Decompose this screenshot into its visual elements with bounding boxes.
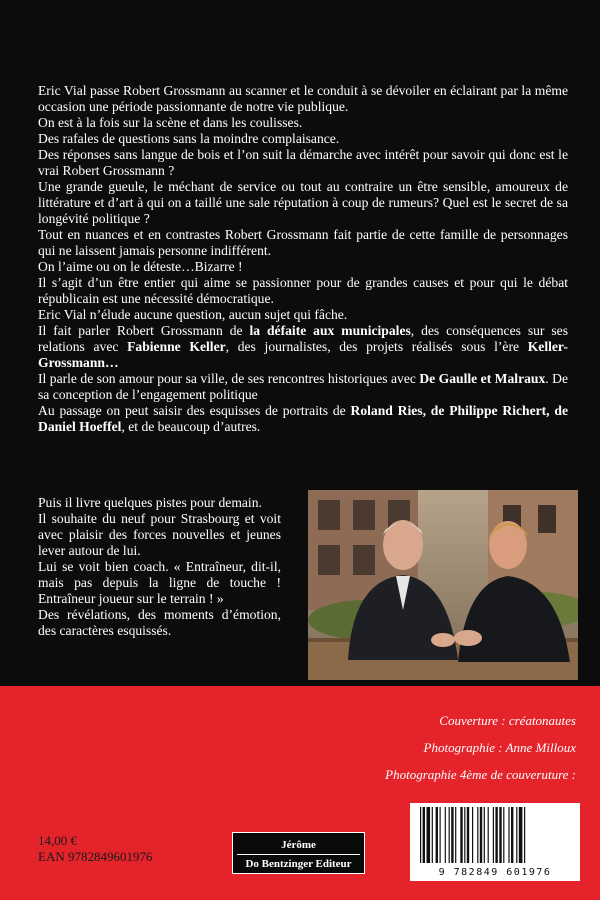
barcode-bar	[445, 807, 446, 863]
barcode-bar	[480, 807, 482, 863]
text-run: On l’aime ou on le déteste…Bizarre !	[38, 259, 243, 274]
price: 14,00 €	[38, 833, 77, 848]
text-run: , des conséquences sur ses relations avec	[38, 323, 568, 354]
barcode-bar	[423, 807, 425, 863]
paragraph	[38, 131, 568, 147]
paragraph	[38, 227, 568, 259]
barcode-bar	[455, 807, 456, 863]
barcode-bar	[503, 807, 504, 863]
back-photo-credit: Photographie 4ème de couveruture :	[385, 767, 576, 782]
barcode-bar	[472, 807, 473, 863]
text-run: Eric Vial passe Robert Grossmann au scanner et le conduit à se dévoiler en éclairant par la même occasion une période passionnante de notre vie publique.	[38, 83, 568, 114]
barcode-bar	[449, 807, 450, 863]
paragraph	[38, 147, 568, 179]
paragraph	[38, 403, 568, 435]
barcode-bar	[488, 807, 489, 863]
text-run: Il parle de son amour pour sa ville, de ses rencontres historiques avec	[38, 371, 420, 386]
text-run: Une grande gueule, le méchant de service ou tout au contraire un être sensible, amoureux de littérature et d’art à qui on a taillé une sale réputation à coup de rumeurs? Quel est le secret de sa longévité politique ?	[38, 179, 568, 226]
barcode-bar	[499, 807, 501, 863]
paragraph	[38, 115, 568, 131]
paragraph	[38, 307, 568, 323]
price-block	[38, 833, 152, 865]
ean-code: EAN 9782849601976	[38, 849, 153, 864]
barcode-bar	[436, 807, 438, 863]
bold-name: Roland Ries, de Philippe Richert, de Daniel Hoeffel	[38, 403, 568, 434]
paragraph: Il souhaite du neuf pour Strasbourg et voit avec plaisir des forces nouvelles et jeunes lever autour de lui.	[38, 511, 281, 558]
barcode-bar	[493, 807, 494, 863]
paragraph	[38, 323, 568, 371]
text-run: Au passage on peut saisir des esquisses de portraits de	[38, 403, 351, 418]
barcode-bar	[477, 807, 478, 863]
paragraph: Lui se voit bien coach. « Entraîneur, dit-il, mais pas depuis la ligne de touche ! Entraîneur joueur sur le terrain ! »	[38, 559, 281, 606]
barcode-bar	[460, 807, 462, 863]
barcode-bar	[467, 807, 469, 863]
paragraph: Puis il livre quelques pistes pour demain.	[38, 495, 262, 510]
paragraph	[38, 259, 568, 275]
publisher-line1: Jérôme	[281, 839, 316, 851]
barcode-bar	[511, 807, 513, 863]
barcode-bar	[516, 807, 517, 863]
main-blurb	[38, 83, 568, 435]
cover-credit: Couverture : créatonautes	[439, 713, 576, 728]
paragraph: Des révélations, des moments d’émotion, des caractères esquissés.	[38, 607, 281, 638]
text-run: Il fait parler Robert Grossmann de	[38, 323, 250, 338]
paragraph	[38, 83, 568, 115]
author-photo	[308, 490, 578, 680]
barcode	[410, 803, 580, 881]
publisher-logo	[232, 832, 365, 874]
bold-name: Fabienne Keller	[127, 339, 226, 354]
barcode-bar	[432, 807, 433, 863]
photo-illustration	[308, 490, 578, 680]
text-run: Des rafales de questions sans la moindre complaisance.	[38, 131, 340, 146]
barcode-bars	[410, 803, 580, 865]
barcode-bar	[495, 807, 497, 863]
text-run: Tout en nuances et en contrastes Robert Grossmann fait partie de cette famille de personnages qui ne laissent jamais personne indifférent.	[38, 227, 568, 258]
bold-name: Keller-Grossmann…	[38, 339, 568, 370]
text-run: On est à la fois sur la scène et dans les coulisses.	[38, 115, 303, 130]
publisher-line2: Do Bentzinger Editeur	[245, 858, 352, 870]
text-run: , et de beaucoup d’autres.	[121, 419, 261, 434]
barcode-bar	[420, 807, 421, 863]
text-run: Eric Vial n’élude aucune question, aucun sujet qui fâche.	[38, 307, 348, 322]
barcode-digits: 9 782849 601976	[438, 867, 552, 878]
barcode-bar	[519, 807, 523, 863]
credits	[256, 713, 576, 794]
text-run: , des journalistes, des projets réalisés sous l’ère	[225, 339, 528, 354]
barcode-bar	[484, 807, 485, 863]
secondary-blurb	[38, 495, 281, 639]
text-run: . De sa conception de l’engagement politique	[38, 371, 568, 402]
photo-credit: Photographie : Anne Milloux	[423, 740, 576, 755]
bold-name: De Gaulle et Malraux	[419, 371, 546, 386]
barcode-bar	[427, 807, 431, 863]
barcode-bar	[440, 807, 441, 863]
barcode-bar	[524, 807, 525, 863]
paragraph	[38, 371, 568, 403]
barcode-bar	[451, 807, 453, 863]
text-run: Des réponses sans langue de bois et l’on suit la démarche avec intérêt pour savoir qui donc est le vrai Robert Grossmann ?	[38, 147, 568, 178]
publisher-divider	[237, 854, 360, 855]
paragraph	[38, 179, 568, 227]
paragraph	[38, 275, 568, 307]
barcode-bar	[464, 807, 465, 863]
bold-name: la défaite aux municipales	[249, 323, 411, 338]
text-run: Il s’agit d’un être entier qui aime se passionner pour de grandes causes et pour qui le débat républicain est une nécessité démocratique.	[38, 275, 568, 306]
barcode-bar	[508, 807, 509, 863]
